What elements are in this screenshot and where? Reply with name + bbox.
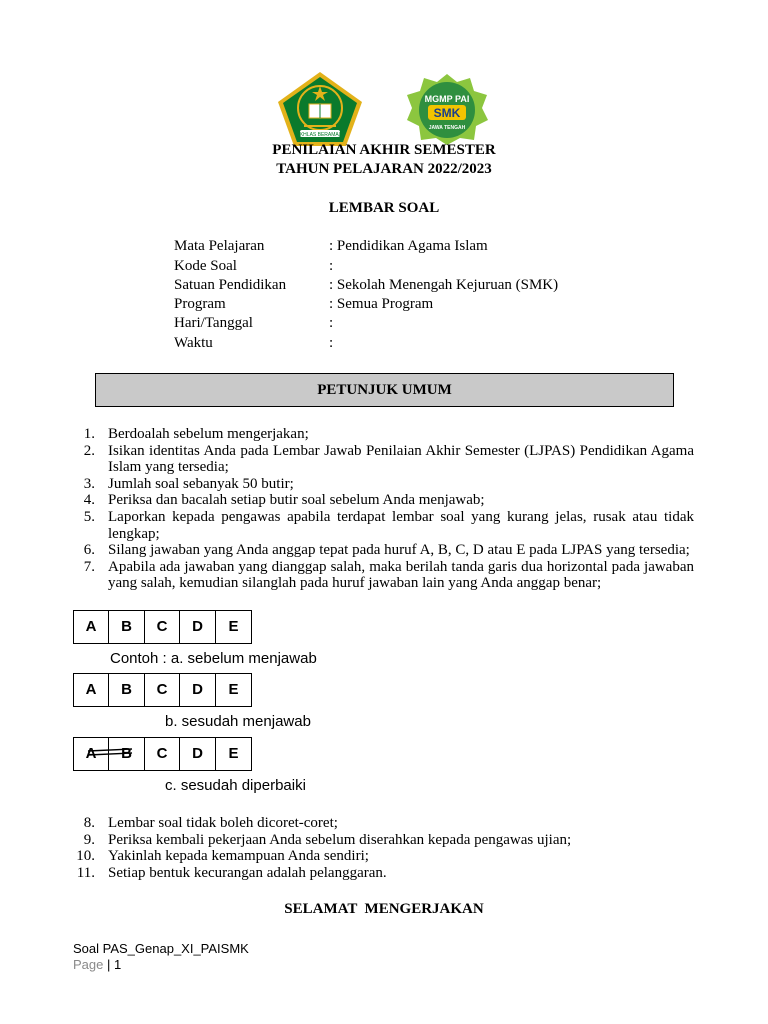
option-cell-e: E bbox=[216, 611, 252, 643]
example-caption-before: Contoh : a. sebelum menjawab bbox=[110, 650, 317, 667]
answer-options-example-before bbox=[73, 610, 252, 644]
list-number: 4. bbox=[83, 492, 95, 509]
list-number: 2. bbox=[83, 442, 95, 459]
info-value: : bbox=[329, 315, 334, 331]
closing-greeting: SELAMAT MENGERJAKAN bbox=[284, 901, 484, 917]
info-label: Hari/Tanggal bbox=[174, 315, 253, 331]
footer-doc-name: Soal PAS_Genap_XI_PAISMK bbox=[73, 941, 249, 956]
list-number: 3. bbox=[83, 475, 95, 492]
list-number: 9. bbox=[83, 831, 95, 848]
general-instructions-heading: PETUNJUK UMUM bbox=[95, 373, 674, 407]
list-text: Apabila ada jawaban yang dianggap salah, maka berilah tanda garis dua horizontal pada jawaban yang salah, kemudian silanglah pada huruf jawaban lain yang Anda anggap benar; bbox=[108, 558, 694, 592]
svg-text:JAWA TENGAH: JAWA TENGAH bbox=[428, 125, 466, 131]
instructions-list-b bbox=[73, 815, 694, 881]
sheet-title: LEMBAR SOAL bbox=[328, 200, 440, 216]
list-item bbox=[73, 476, 694, 493]
list-number: 10. bbox=[76, 848, 95, 865]
list-item bbox=[73, 559, 694, 592]
list-item bbox=[73, 542, 694, 559]
svg-text:SMK: SMK bbox=[433, 106, 461, 120]
list-text: Berdoalah sebelum mengerjakan; bbox=[108, 426, 309, 442]
svg-text:IKHLAS BERAMAL: IKHLAS BERAMAL bbox=[298, 132, 342, 138]
list-number: 1. bbox=[83, 426, 95, 442]
option-cell-b: B bbox=[109, 674, 145, 706]
list-number: 5. bbox=[83, 508, 95, 525]
info-value: : bbox=[329, 258, 334, 274]
list-text: Lembar soal tidak boleh dicoret-coret; bbox=[108, 815, 338, 831]
info-value: : Semua Program bbox=[329, 296, 434, 312]
info-value: : bbox=[329, 335, 334, 351]
list-number: 11. bbox=[76, 864, 95, 881]
list-number: 6. bbox=[83, 542, 95, 559]
option-cell-d: D bbox=[180, 738, 216, 770]
info-label: Program bbox=[174, 296, 226, 312]
list-item bbox=[73, 509, 694, 542]
svg-text:MGMP PAI: MGMP PAI bbox=[424, 94, 470, 104]
option-cell-b: B bbox=[109, 611, 145, 643]
option-cell-e: E bbox=[216, 738, 252, 770]
answer-options-example-after bbox=[73, 673, 252, 707]
list-text: Periksa dan bacalah setiap butir soal sebelum Anda menjawab; bbox=[108, 492, 485, 509]
info-label: Kode Soal bbox=[174, 258, 237, 274]
list-text: Periksa kembali pekerjaan Anda sebelum diserahkan kepada pengawas ujian; bbox=[108, 831, 572, 848]
list-item bbox=[73, 492, 694, 509]
example-caption-fixed: c. sesudah diperbaiki bbox=[165, 777, 306, 794]
option-cell-d: D bbox=[180, 611, 216, 643]
info-value: : Pendidikan Agama Islam bbox=[329, 238, 488, 254]
example-caption-after: b. sesudah menjawab bbox=[165, 713, 311, 730]
list-item bbox=[73, 815, 694, 832]
option-cell-a: A bbox=[74, 611, 109, 643]
instructions-list-a bbox=[73, 426, 694, 592]
info-value: : Sekolah Menengah Kejuruan (SMK) bbox=[329, 277, 559, 293]
page-number: 1 bbox=[113, 957, 122, 972]
academic-year: TAHUN PELAJARAN 2022/2023 bbox=[276, 161, 492, 177]
list-item bbox=[73, 865, 694, 882]
list-number: 8. bbox=[83, 815, 95, 831]
kemenag-logo bbox=[276, 70, 364, 148]
double-strike-mark bbox=[84, 744, 140, 762]
info-label: Mata Pelajaran bbox=[174, 238, 265, 254]
option-cell-c: C bbox=[145, 611, 180, 643]
list-item bbox=[73, 848, 694, 865]
list-text: Yakinlah kepada kemampuan Anda sendiri; bbox=[108, 848, 369, 865]
page-separator: | bbox=[103, 957, 114, 972]
mgmp-pai-smk-logo bbox=[402, 72, 492, 146]
list-text: Jumlah soal sebanyak 50 butir; bbox=[108, 475, 294, 492]
list-item bbox=[73, 832, 694, 849]
list-text: Laporkan kepada pengawas apabila terdapat lembar soal yang kurang jelas, rusak atau tidak lengkap; bbox=[108, 508, 694, 542]
option-cell-e: E bbox=[216, 674, 252, 706]
option-cell-a: A bbox=[74, 738, 109, 770]
info-label: Waktu bbox=[174, 335, 213, 351]
list-item bbox=[73, 443, 694, 476]
list-text: Setiap bentuk kecurangan adalah pelanggaran. bbox=[108, 864, 387, 881]
exam-title: PENILAIAN AKHIR SEMESTER bbox=[272, 142, 496, 158]
option-cell-d: D bbox=[180, 674, 216, 706]
info-label: Satuan Pendidikan bbox=[174, 277, 287, 293]
option-cell-c: C bbox=[145, 674, 180, 706]
option-cell-c: C bbox=[145, 738, 180, 770]
footer-page bbox=[73, 957, 121, 972]
option-cell-a: A bbox=[74, 674, 109, 706]
option-cell-b: B bbox=[109, 738, 145, 770]
list-number: 7. bbox=[83, 558, 95, 575]
list-item bbox=[73, 426, 694, 443]
list-text: Silang jawaban yang Anda anggap tepat pada huruf A, B, C, D atau E pada LJPAS yang tersedia; bbox=[108, 542, 690, 559]
page-label: Page bbox=[73, 957, 104, 972]
list-text: Isikan identitas Anda pada Lembar Jawab Penilaian Akhir Semester (LJPAS) Pendidikan Agama Islam yang tersedia; bbox=[108, 442, 694, 476]
